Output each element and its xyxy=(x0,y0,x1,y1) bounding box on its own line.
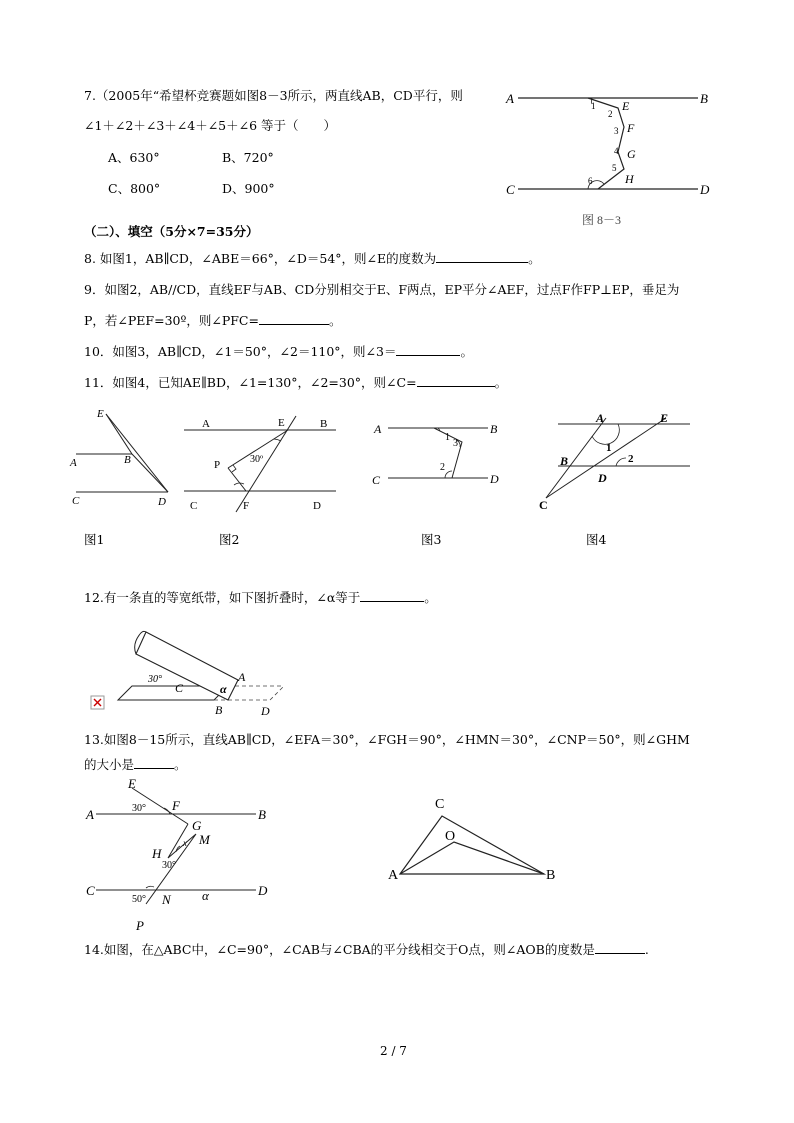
fig1-caption: 图1 xyxy=(84,532,105,547)
section2-title: （二）、填空（5分×7=35分） xyxy=(84,224,259,239)
q13-label-30a: 30° xyxy=(132,803,146,814)
q14-label-a: A xyxy=(388,868,399,883)
fig4-label-e: E xyxy=(660,411,669,425)
q12-label-a: A xyxy=(238,670,246,684)
q8-answer-blank[interactable] xyxy=(436,250,528,263)
fig2-label-d: D xyxy=(313,500,321,512)
fig1-label-a: A xyxy=(70,457,77,469)
fig1-label-b: B xyxy=(124,454,131,466)
fig3-label-c: C xyxy=(372,473,381,487)
q12-answer-blank[interactable] xyxy=(360,589,424,602)
q13-label-h: H xyxy=(152,846,162,861)
q13-label-n: N xyxy=(162,892,171,907)
fig83-angle-3: 3 xyxy=(614,126,619,136)
fig83-angle-6: 6 xyxy=(588,176,593,186)
fig1-label-d: D xyxy=(158,496,166,508)
q9-line1: 9．如图2，AB//CD，直线EF与AB、CD分别相交于E、F两点，EP平分∠AEF，过点F作FP⊥EP，垂足为 xyxy=(84,282,680,297)
q12-text: 12.有一条直的等宽纸带，如下图折叠时，∠α等于 。 xyxy=(84,590,437,605)
fig83-label-a: A xyxy=(506,91,514,106)
q7-option-a: A、630° xyxy=(108,150,160,165)
page-number: 2 / 7 xyxy=(380,1044,407,1058)
fig4-label-a: A xyxy=(596,411,605,425)
q8-question: 8. 如图1，AB∥CD，∠ABE＝66°，∠D＝54°，则∠E的度数为 xyxy=(84,251,437,266)
fig2-caption: 图2 xyxy=(219,532,240,547)
fig83-label-f: F xyxy=(627,121,635,135)
fig83-label-d: D xyxy=(700,182,710,197)
fig4-label-b: B xyxy=(560,454,569,468)
q7-option-c: C、800° xyxy=(108,181,161,196)
q10-text: 10．如图3，AB∥CD，∠1＝50°，∠2＝110°，则∠3＝ 。 xyxy=(84,344,473,359)
fig2-label-c: C xyxy=(190,500,198,512)
q14-label-o: O xyxy=(445,829,456,844)
q7-line1: 7.（2005年“希望杯竞赛题如图8－3所示，两直线AB，CD平行，则 xyxy=(84,88,463,103)
fig83-label-g: G xyxy=(627,147,636,161)
q12-label-c: C xyxy=(175,681,184,695)
fig83-label-c: C xyxy=(506,182,515,197)
fig1-label-e: E xyxy=(97,408,104,420)
q13-line2: 的大小是 。 xyxy=(84,757,187,772)
fig4-label-d: D xyxy=(598,471,607,485)
fig2-label-b: B xyxy=(320,418,328,430)
q13-label-alpha: α xyxy=(202,888,209,903)
fig4-label-1: 1 xyxy=(606,442,612,454)
q10-answer-blank[interactable] xyxy=(396,343,460,356)
q13-answer-blank[interactable] xyxy=(134,756,174,769)
q13-label-f: F xyxy=(172,798,180,813)
fig2-label-p: P xyxy=(214,459,221,471)
q14-label-c: C xyxy=(435,797,445,812)
fig3-label-d: D xyxy=(490,472,499,486)
q13-label-e: E xyxy=(128,776,136,791)
q7-option-b: B、720° xyxy=(222,150,274,165)
q13-label-x: x xyxy=(183,838,187,848)
fig1-label-c: C xyxy=(72,495,80,507)
q13-label-g: G xyxy=(192,818,202,833)
figure-triangle-abc xyxy=(384,790,564,890)
q13-line1: 13.如图8－15所示，直线AB∥CD，∠EFA＝30°，∠FGH＝90°，∠HMN＝30°，∠CNP＝50°，则∠GHM xyxy=(84,732,690,747)
q7-line2: ∠1＋∠2＋∠3＋∠4＋∠5＋∠6 等于（ ） xyxy=(84,118,337,133)
fig83-label-e: E xyxy=(622,99,630,113)
fig83-angle-1: 1 xyxy=(591,101,596,111)
fig83-angle-5: 5 xyxy=(612,163,617,173)
q12-label-b: B xyxy=(215,703,223,717)
q7-option-d: D、900° xyxy=(222,181,275,196)
fig3-label-b: B xyxy=(490,422,498,436)
q13-label-c: C xyxy=(86,883,95,898)
figure-1 xyxy=(68,402,178,512)
figure-8-15 xyxy=(84,774,284,934)
figure-2 xyxy=(178,408,343,518)
q13-label-50: 50° xyxy=(132,894,146,905)
fig4-label-2: 2 xyxy=(628,453,634,465)
q13-label-a: A xyxy=(86,807,94,822)
q12-label-30: 30° xyxy=(148,674,162,685)
fig83-caption: 图 8－3 xyxy=(582,213,622,227)
q13-label-d: D xyxy=(258,883,268,898)
figure-paper-strip xyxy=(88,624,298,720)
fig3-label-1: 1 xyxy=(445,432,450,443)
q9-line2: P，若∠PEF=30º，则∠PFC= 。 xyxy=(84,313,342,328)
fig2-label-a: A xyxy=(202,418,210,430)
fig3-label-3: 3 xyxy=(453,438,458,449)
figure-4 xyxy=(534,406,694,516)
q13-label-30b: 30° xyxy=(162,860,176,871)
q12-label-alpha: α xyxy=(220,682,227,696)
figure-8-3 xyxy=(500,82,720,230)
q14-label-b: B xyxy=(546,868,556,883)
fig2-label-30: 30º xyxy=(250,454,264,465)
q12-label-d: D xyxy=(261,704,270,718)
q13-label-m: M xyxy=(199,832,210,847)
fig3-label-a: A xyxy=(374,422,382,436)
q8-text: 8. 如图1，AB∥CD，∠ABE＝66°，∠D＝54°，则∠E的度数为 。 xyxy=(84,251,541,266)
q13-label-p: P xyxy=(136,918,144,933)
q14-answer-blank[interactable] xyxy=(595,941,645,954)
fig4-caption: 图4 xyxy=(586,532,607,547)
fig2-label-f: F xyxy=(243,500,250,512)
fig4-label-c: C xyxy=(539,498,548,512)
q11-text: 11．如图4，已知AE∥BD，∠1=130°，∠2=30°，则∠C= 。 xyxy=(84,375,508,390)
fig83-label-h: H xyxy=(625,172,634,186)
fig83-label-b: B xyxy=(700,91,708,106)
q14-text: 14.如图，在△ABC中，∠C=90°，∠CAB与∠CBA的平分线相交于O点，则∠AOB的度数是 . xyxy=(84,942,649,957)
q11-answer-blank[interactable] xyxy=(417,374,495,387)
fig2-label-e: E xyxy=(278,417,285,429)
figure-3 xyxy=(368,416,508,496)
fig3-caption: 图3 xyxy=(421,532,442,547)
fig3-label-2: 2 xyxy=(440,462,445,473)
q9-answer-blank[interactable] xyxy=(259,312,329,325)
fig83-angle-2: 2 xyxy=(608,109,613,119)
q13-label-b: B xyxy=(258,807,266,822)
fig83-angle-4: 4 xyxy=(614,146,619,156)
